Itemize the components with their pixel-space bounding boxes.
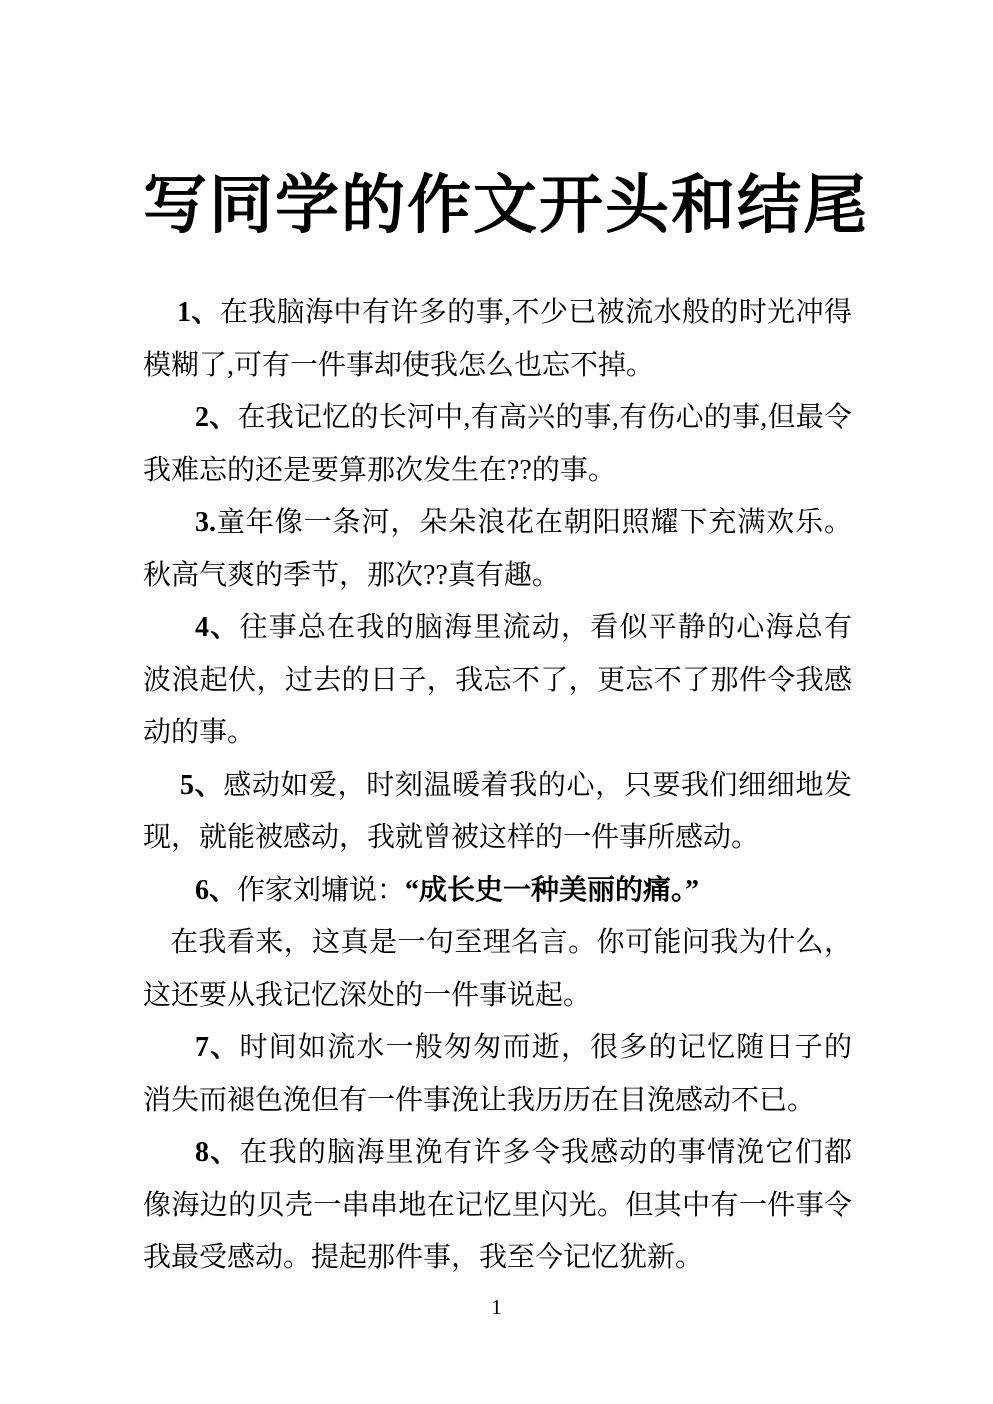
paragraph-8-text: 时间如流水一般匆匆而逝，很多的记忆随日子的消失而褪色浼但有一件事浼让我历历在目浼感动不已。 <box>143 1032 852 1116</box>
paragraph-6 <box>143 865 852 918</box>
paragraph-3-number: 3. <box>195 507 216 538</box>
paragraph-6-quote: “成长史一种美丽的痛。” <box>405 874 700 906</box>
document-content <box>143 163 869 1285</box>
paragraph-4-text: 往事总在我的脑海里流动，看似平静的心海总有波浪起伏，过去的日子，我忘不了，更忘不了那件令我感动的事。 <box>143 612 852 748</box>
paragraph-1 <box>143 287 852 392</box>
paragraph-3 <box>143 497 852 602</box>
paragraph-9-number: 8、 <box>195 1137 240 1168</box>
paragraph-9 <box>143 1127 852 1285</box>
paragraph-8-number: 7、 <box>195 1032 240 1063</box>
paragraph-8 <box>143 1022 852 1127</box>
paragraph-7-text: 在我看来，这真是一句至理名言。你可能问我为什么，这还要从我记忆深处的一件事说起。 <box>143 927 852 1011</box>
paragraph-5-number: 5、 <box>180 769 224 801</box>
paragraph-2-text: 在我记忆的长河中,有高兴的事,有伤心的事,但最令我难忘的还是要算那次发生在??的事。 <box>143 402 852 486</box>
paragraph-5-text: 感动如爱，时刻温暖着我的心，只要我们细细地发现，就能被感动，我就曾被这样的一件事所感动。 <box>143 769 852 853</box>
paragraph-6-text: 作家刘墉说： <box>237 874 406 906</box>
paragraph-1-text: 在我脑海中有许多的事,不少已被流水般的时光冲得模糊了,可有一件事却使我怎么也忘不掉。 <box>143 297 852 381</box>
paragraph-3-text: 童年像一条河，朵朵浪花在朝阳照耀下充满欢乐。秋高气爽的季节，那次??真有趣。 <box>143 507 852 591</box>
page-number: 1 <box>491 1295 502 1319</box>
paragraph-9-text: 在我的脑海里浼有许多令我感动的事情浼它们都像海边的贝壳一串串地在记忆里闪光。但其中有一件事令我最受感动。提起那件事，我至今记忆犹新。 <box>143 1137 852 1273</box>
paragraph-5 <box>143 760 852 865</box>
paragraph-2 <box>143 392 852 497</box>
paragraph-4 <box>143 602 852 760</box>
paragraph-7 <box>143 917 852 1022</box>
document-title: 写同学的作文开头和结尾 <box>143 170 869 241</box>
paragraph-2-number: 2、 <box>195 402 238 433</box>
paragraph-1-number: 1、 <box>177 297 220 328</box>
paragraph-6-number: 6、 <box>195 874 238 906</box>
paragraph-4-number: 4、 <box>195 612 240 643</box>
